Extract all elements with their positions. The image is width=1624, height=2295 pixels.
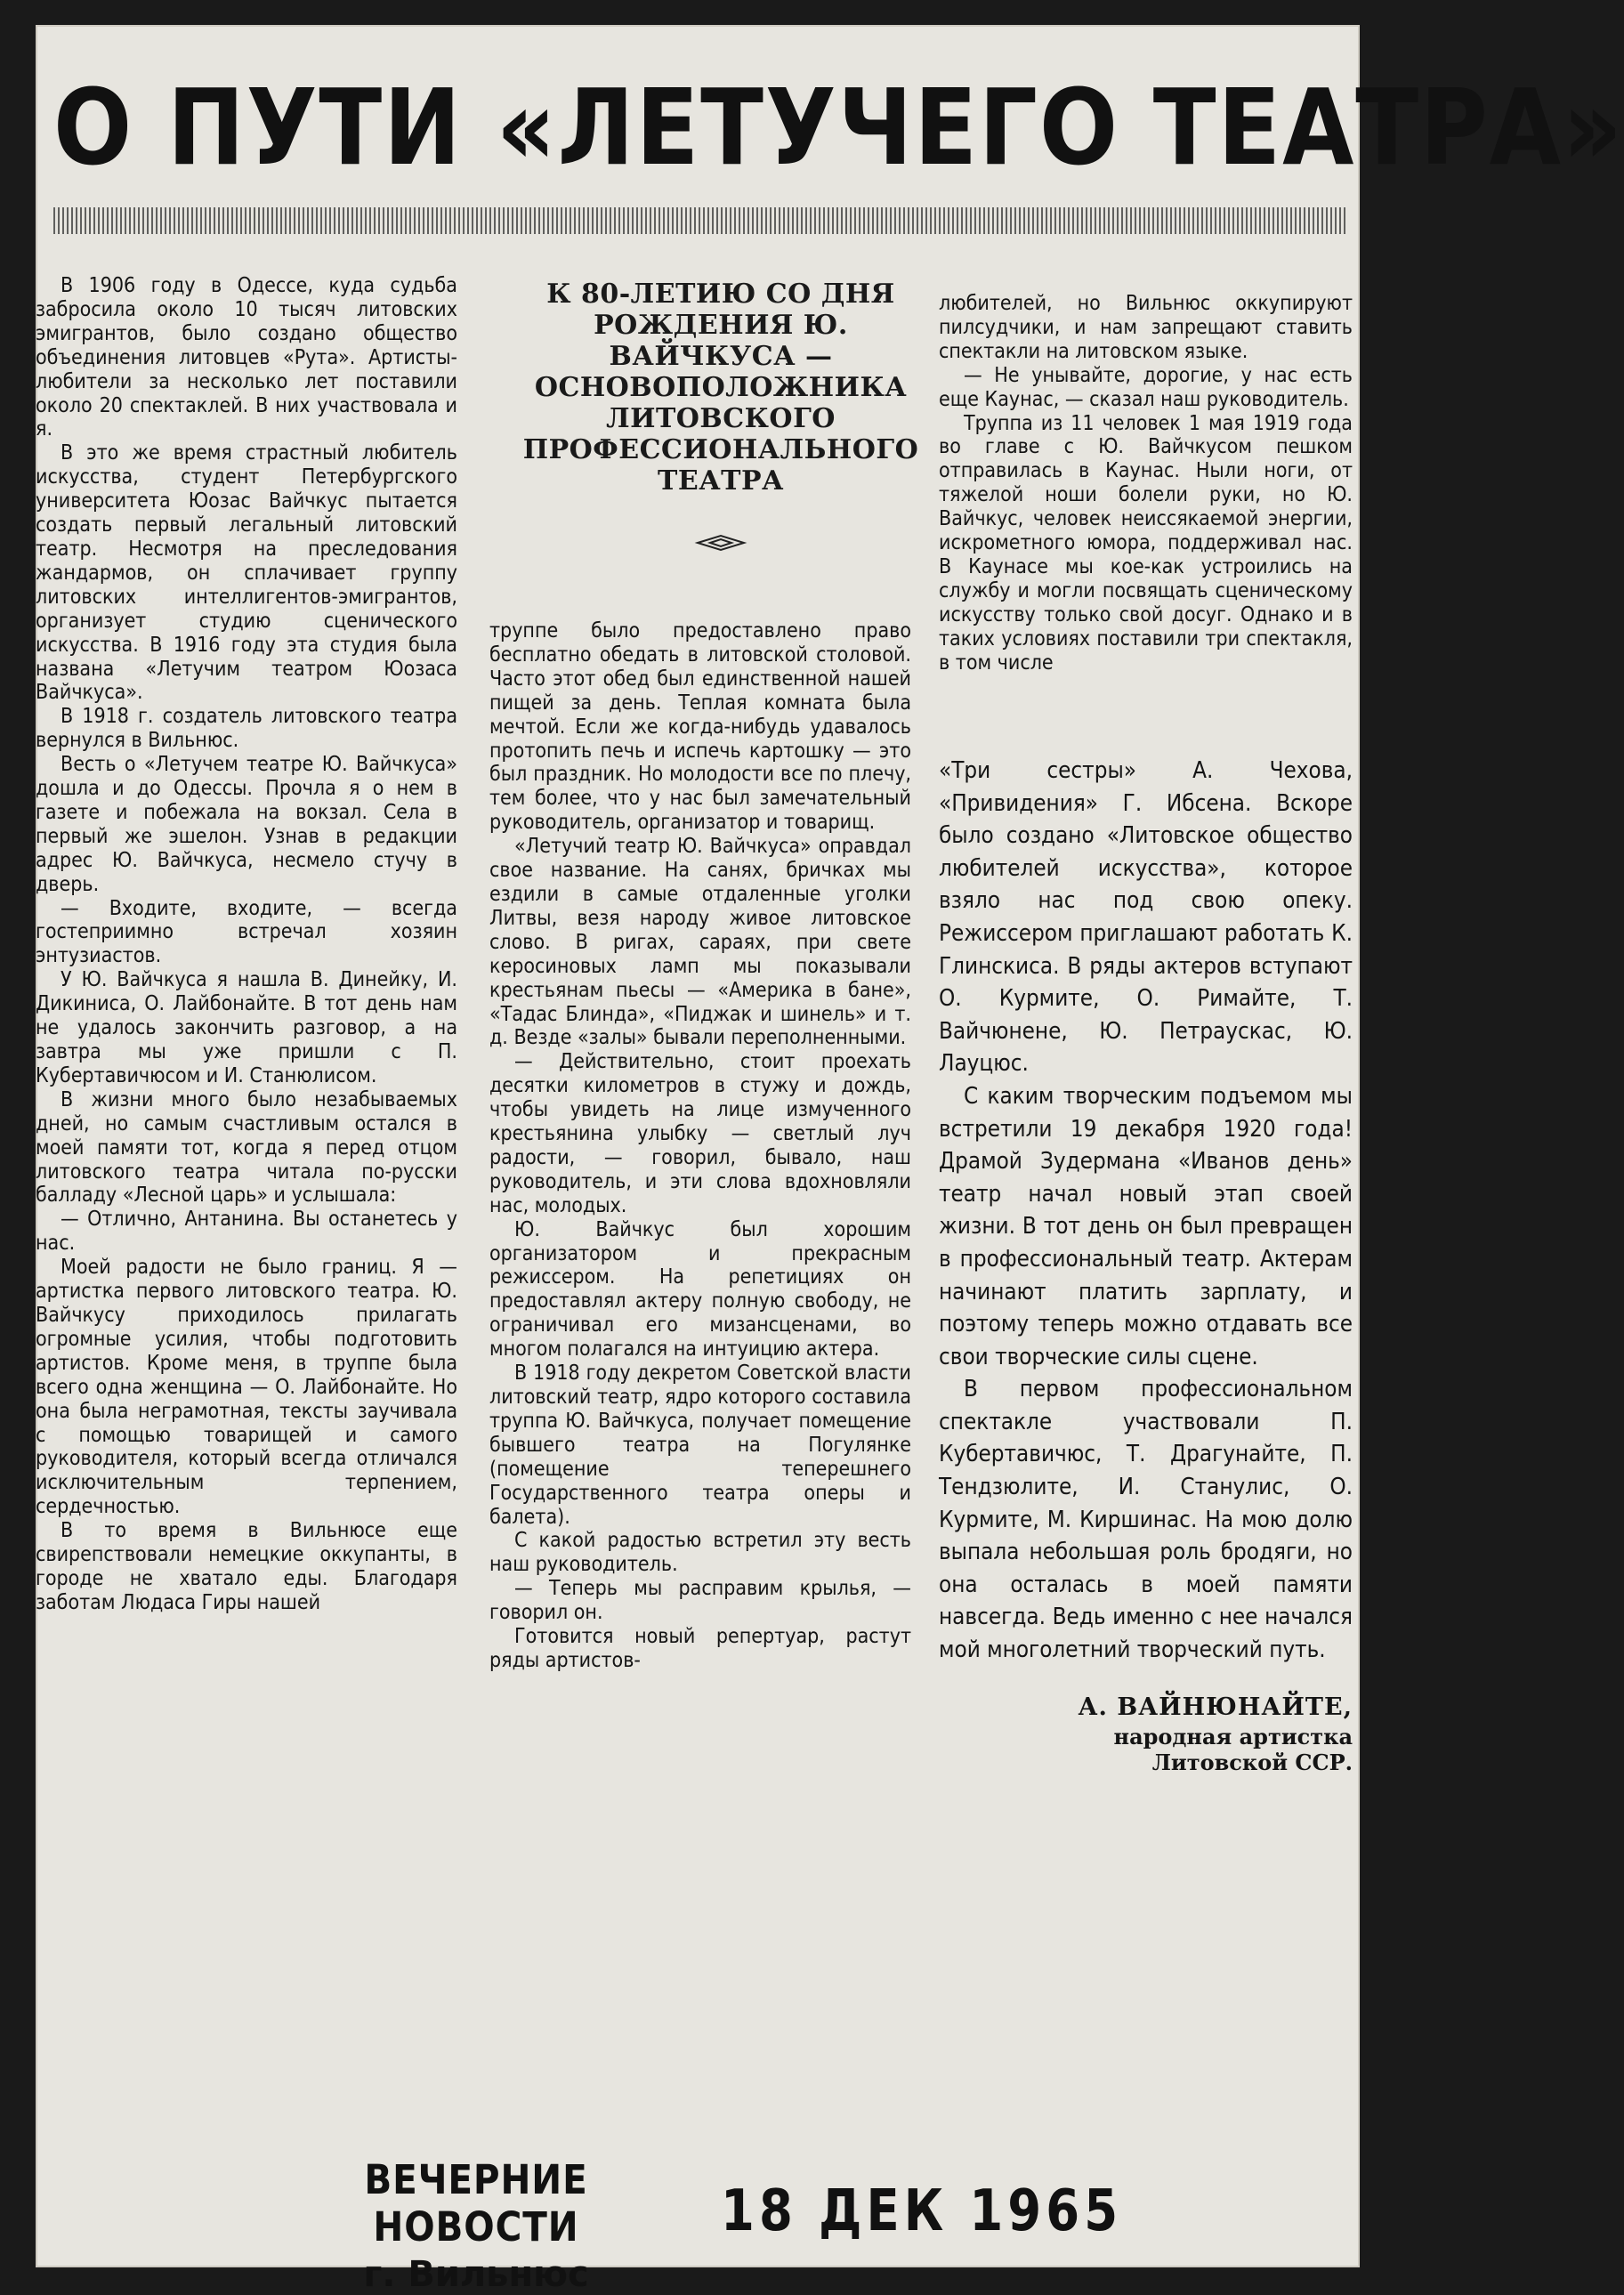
newspaper-clipping: [36, 25, 1624, 2295]
paragraph: В 1906 году в Одессе, куда судьба забросила около 10 тысяч литовских эмигрантов, было создано общество объединения литовцев «Рута». Артисты-любители за несколько лет поставили около 20 спектаклей. В них участвовала и я.: [36, 274, 457, 441]
paragraph: В первом профессиональном спектакле участвовали П. Кубертавичюс, Т. Драгунайте, П. Тендзюлите, И. Станулис, О. Курмите, М. Киршинас. На мою долю выпала небольшая роль бродяги, но она осталась в моей памяти навсегда. Ведь именно с нее начался мой многолетний творческий путь.: [939, 1376, 1353, 1664]
paragraph: В то время в Вильнюсе еще свирепствовали немецкие оккупанты, в городе не хватало еды. Благодаря заботам Людаса Гиры нашей: [36, 1519, 457, 1614]
paragraph: Весть о «Летучем театре Ю. Вайчкуса» дошла и до Одессы. Прочла я о нем в газете и побежала на вокзал. Села в первый же эшелон. Узнав в редакции адрес Ю. Вайчкуса, несмело стучу в дверь.: [36, 753, 457, 896]
column-3-continued: [939, 755, 1353, 1775]
paragraph: В жизни много было незабываемых дней, но самым счастливым остался в моей памяти тот, когда я перед отцом литовского театра читала по-русски балладу «Лесной царь» и услышала:: [36, 1087, 457, 1208]
article-subhead: К 80-ЛЕТИЮ СО ДНЯ РОЖДЕНИЯ Ю. ВАЙЧКУСА — ОСНОВОПОЛОЖНИКА ЛИТОВСКОГО ПРОФЕССИОНАЛЬНОГО ТЕАТРА: [522, 279, 919, 497]
author-title-line-2: Литовской ССР.: [1151, 1750, 1353, 1776]
newspaper-name: ВЕЧЕРНИЕ НОВОСТИ: [364, 2156, 588, 2251]
subhead-block: [516, 279, 925, 554]
date-stamp: 18 ДЕК 1965: [721, 2178, 1123, 2244]
paragraph: «Три сестры» А. Чехова, «Привидения» Г. Ибсена. Вскоре было создано «Литовское общество любителей искусства», которое взяло нас под свою опеку. Режиссером приглашают работать К. Глинскиса. В ряды актеров вступают О. Курмите, О. Римайте, Т. Вайчюнене, Ю. Петраускас, Ю. Лауцюс.: [939, 757, 1353, 1078]
paragraph: труппе было предоставлено право бесплатно обедать в литовской столовой. Часто этот обед был единственной нашей пищей за день. Теплая комната была мечтой. Если же когда-нибудь удавалось протопить печь и испечь картошку — это был праздник. Но молодости все по плечу, тем более, что у нас был замечательный руководитель, организатор и товарищ.: [489, 619, 911, 835]
column-2: [489, 619, 911, 1673]
signature-block: [939, 1692, 1353, 1776]
paragraph: — Не унывайте, дорогие, у нас есть еще Каунас, — сказал наш руководитель.: [939, 363, 1353, 411]
author-title: народная артистка: [1113, 1724, 1353, 1750]
diamond-ornament-icon: [694, 532, 747, 554]
paragraph: В 1918 г. создатель литовского театра вернулся в Вильнюс.: [36, 705, 457, 753]
paragraph: Ю. Вайчкус был хорошим организатором и прекрасным режиссером. На репетициях он предоставлял актеру полную свободу, не ограничивал его мизансценами, во многом полагался на интуицию актера.: [489, 1217, 911, 1362]
paragraph: С какой радостью встретил эту весть наш руководитель.: [489, 1529, 911, 1577]
paragraph: Готовится новый репертуар, растут ряды артистов-: [489, 1625, 911, 1672]
newspaper-city: г. Вильнюс: [363, 2254, 589, 2295]
paragraph: «Летучий театр Ю. Вайчкуса» оправдал свое название. На санях, бричках мы ездили в самые отдаленные уголки Литвы, везя народу живое литовское слово. В ригах, сараях, при свете керосиновых ламп мы показывали крестьянам пьесы — «Америка в бане», «Тадас Блинда», «Пиджак и шинель» и т. д. Везде «залы» бывали переполненными.: [489, 835, 911, 1050]
paragraph: В это же время страстный любитель искусства, студент Петербургского университета Юозас Вайчкус пытается создать первый легальный литовский театр. Несмотря на преследования жандармов, он сплачивает группу литовских интеллигентов-эмигрантов, организует студию сценического искусства. В 1916 году эта студия была названа «Летучим театром Юозаса Вайчкуса».: [36, 441, 457, 705]
paragraph: С каким творческим подъемом мы встретили 19 декабря 1920 года! Драмой Зудермана «Иванов день» театр начал новый этап своей жизни. В тот день он был превращен в профессиональный театр. Актерам начинают платить зарплату, и поэтому теперь можно отдавать все свои творческие силы сцене.: [939, 1082, 1353, 1370]
column-1: [36, 274, 457, 1615]
newspaper-stamp: [276, 2156, 676, 2295]
paragraph: Моей радости не было границ. Я — артистка первого литовского театра. Ю. Вайчкусу приходилось прилагать огромные усилия, чтобы подготовить артистов. Кроме меня, в труппе была всего одна женщина — О. Лайбонайте. Но она была неграмотная, тексты заучивала с помощью товарищей и самого руководителя, который всегда отличался исключительным терпением, сердечностью.: [36, 1256, 457, 1519]
paragraph: — Теперь мы расправим крылья, — говорил он.: [489, 1577, 911, 1625]
paragraph: У Ю. Вайчкуса я нашла В. Динейку, И. Дикиниса, О. Лайбонайте. В тот день нам не удалось закончить разговор, а на завтра мы уже пришли с П. Кубертавичюсом и И. Станюлисом.: [36, 968, 457, 1087]
column-3: [939, 292, 1353, 675]
paragraph: — Действительно, стоит проехать десятки километров в стужу и дождь, чтобы увидеть на лице измученного крестьянина улыбку — светлый луч радости, — говорил, бывало, наш руководитель, и эти слова вдохновляли нас, молодых.: [489, 1050, 911, 1217]
paragraph: В 1918 году декретом Советской власти литовский театр, ядро которого составила труппа Ю. Вайчкуса, получает помещение бывшего театра на Погулянке (помещение теперешнего Государственного театра оперы и балета).: [489, 1362, 911, 1529]
author-name: А. ВАЙНЮНАЙТЕ,: [1078, 1693, 1353, 1721]
headline-rule: [53, 207, 1348, 234]
article-headline: О ПУТИ «ЛЕТУЧЕГО ТЕАТРА»: [53, 66, 1624, 189]
paragraph: Труппа из 11 человек 1 мая 1919 года во главе с Ю. Вайчкусом пешком отправилась в Каунас. Ныли ноги, от тяжелой ноши болели руки, но Ю. Вайчкус, человек неиссякаемой энергии, искрометного юмора, поддерживал нас. В Каунасе мы кое-как устроились на службу и могли посвящать сценическому искусству только свой досуг. Однако и в таких условиях поставили три спектакля, в том числе: [939, 411, 1353, 675]
paragraph: любителей, но Вильнюс оккупируют пилсудчики, и нам запрещают ставить спектакли на литовском языке.: [939, 292, 1353, 363]
paragraph: — Входите, входите, — всегда гостеприимно встречал хозяин энтузиастов.: [36, 896, 457, 968]
paragraph: — Отлично, Антанина. Вы останетесь у нас.: [36, 1208, 457, 1256]
